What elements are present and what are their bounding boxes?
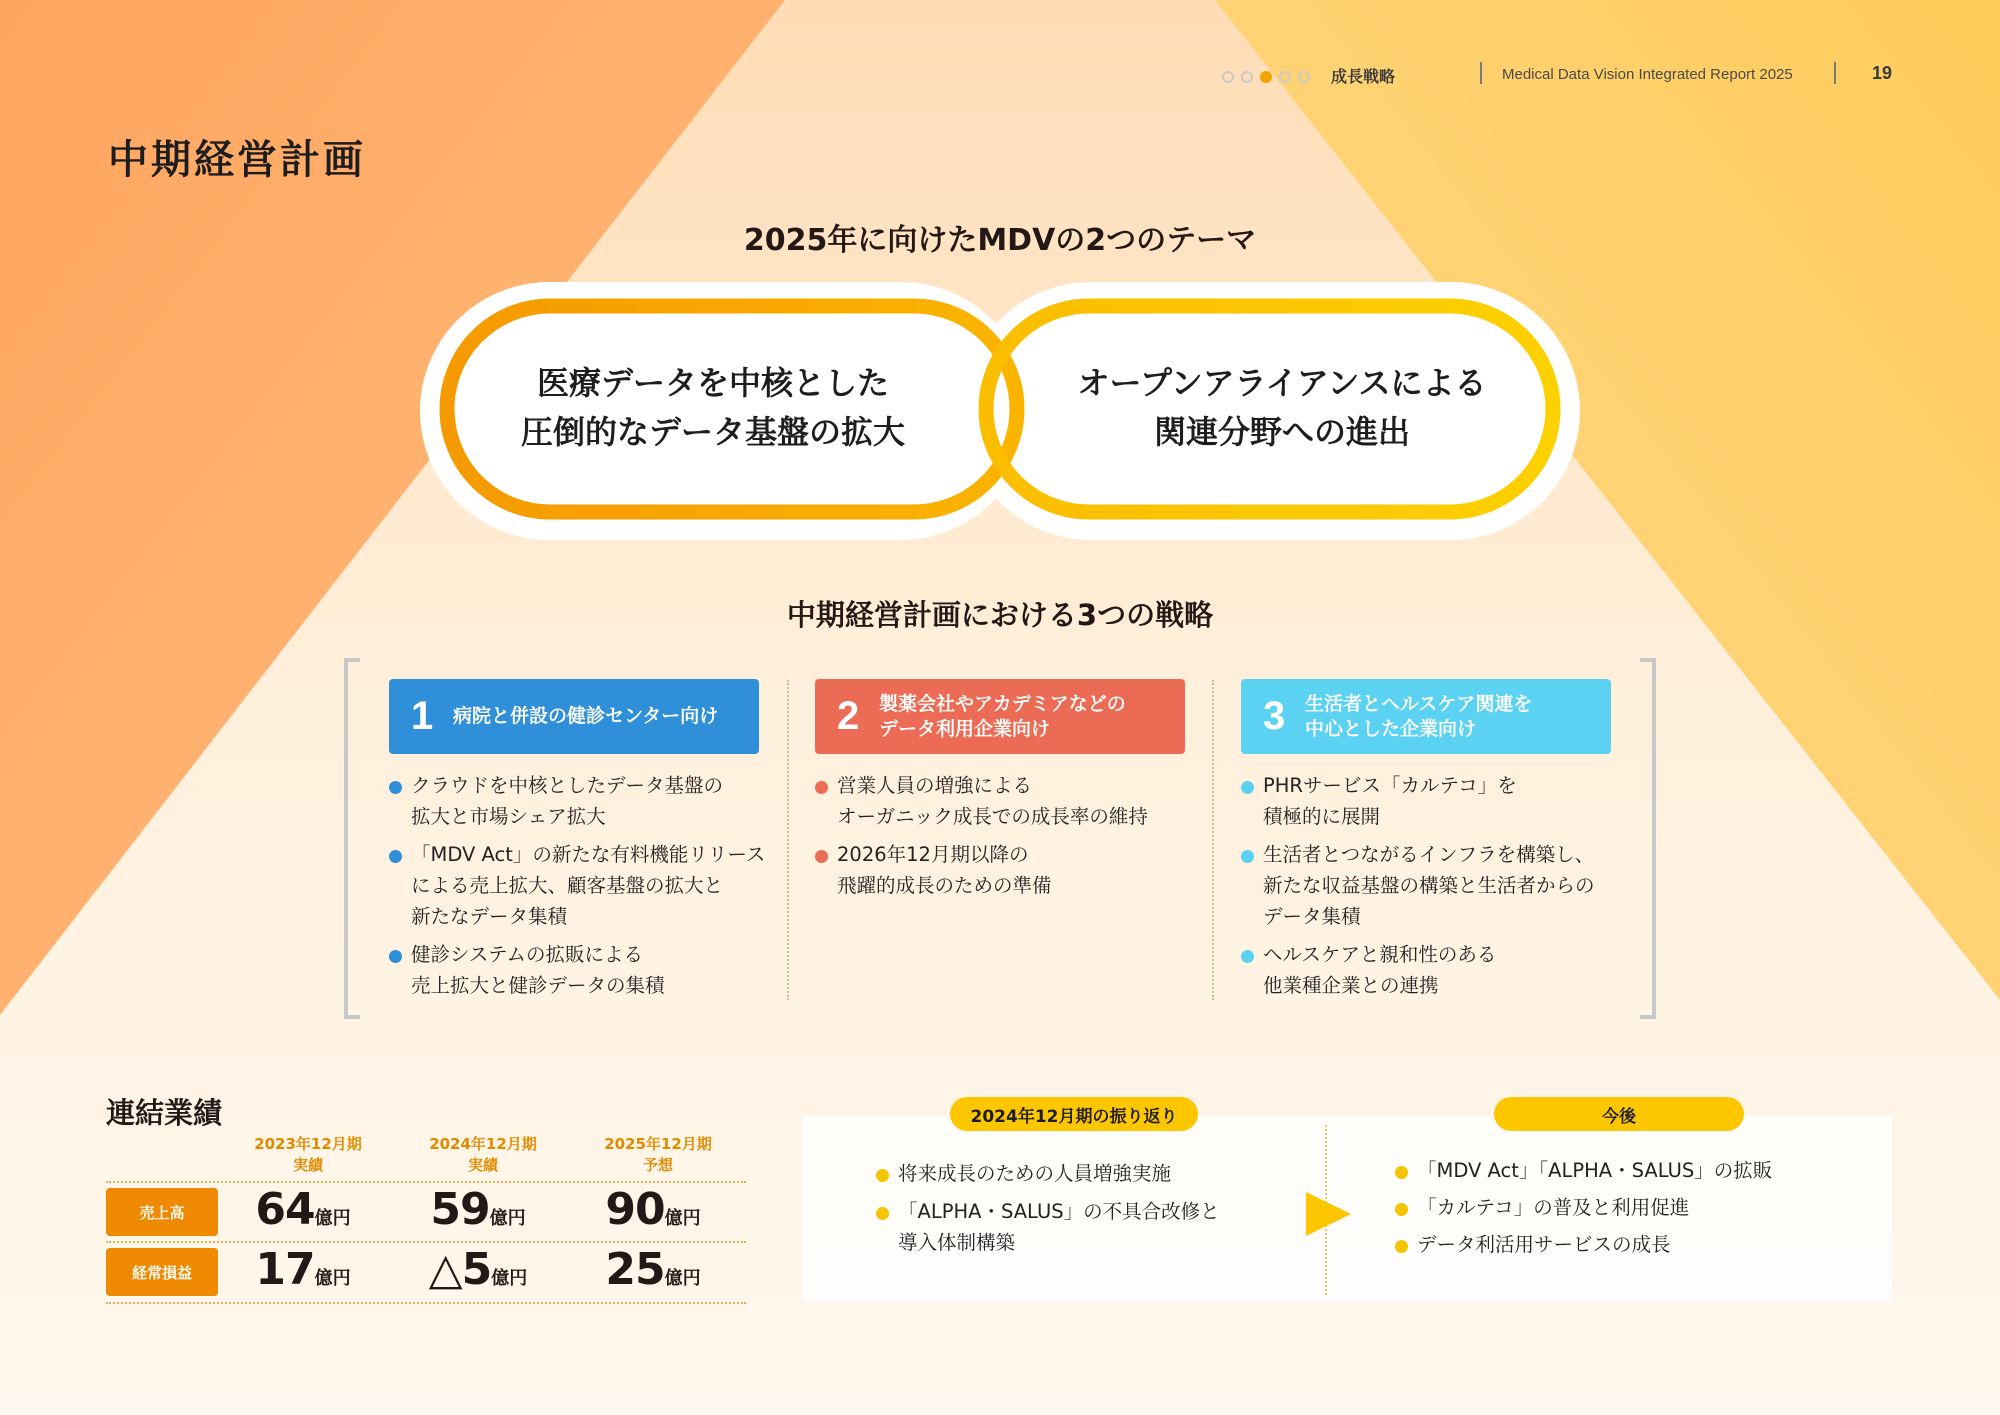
row-divider	[106, 1241, 746, 1243]
period-label: 2024年12月期	[429, 1135, 537, 1153]
section-label: 成長戦略	[1331, 67, 1396, 86]
strategy-title-line: 製薬会社やアカデミアなどの	[879, 692, 1126, 715]
list-item: 健診システムの拡販による 売上拡大と健診データの集積	[389, 939, 769, 1001]
list-item: 生活者とつながるインフラを構築し、 新たな収益基盤の構築と生活者からの データ集積	[1241, 839, 1631, 932]
theme-2-line: 関連分野への進出	[1153, 413, 1410, 451]
header-divider	[1480, 62, 1482, 84]
strategy-2-header	[815, 679, 1185, 754]
column-divider	[1212, 680, 1214, 1000]
ordinary-profit-value: 17億円	[255, 1244, 351, 1295]
results-title: 連結業績	[106, 1096, 223, 1130]
strategy-number: 2	[837, 694, 860, 738]
period-label: 2023年12月期	[254, 1135, 362, 1153]
list-item: データ利活用サービスの成長	[1395, 1229, 1875, 1260]
theme-2-line: オープンアライアンスによる	[1077, 364, 1487, 402]
strategy-title-line: 病院と併設の健診センター向け	[453, 705, 719, 727]
period-header	[238, 1134, 378, 1176]
list-item: PHRサービス「カルテコ」を 積極的に展開	[1241, 770, 1631, 832]
strategy-2-bullets	[815, 770, 1195, 908]
period-kind: 予想	[642, 1156, 673, 1174]
outlook-bullets	[1395, 1155, 1875, 1267]
ordinary-profit-label: 経常損益	[106, 1248, 218, 1296]
list-item: クラウドを中核としたデータ基盤の 拡大と市場シェア拡大	[389, 770, 769, 832]
report-name: Medical Data Vision Integrated Report 2025	[1502, 66, 1793, 83]
page-number: 19	[1872, 63, 1893, 83]
list-item: 営業人員の増強による オーガニック成長での成長率の維持	[815, 770, 1195, 832]
strategy-1-bullets	[389, 770, 769, 1008]
strategy-number: 3	[1263, 694, 1286, 738]
progress-dot	[1298, 71, 1310, 83]
progress-dot	[1241, 71, 1253, 83]
period-header	[413, 1134, 553, 1176]
strategy-title	[1305, 692, 1532, 742]
theme-1	[493, 359, 933, 457]
list-item: 「MDV Act」の新たな有料機能リリース による売上拡大、顧客基盤の拡大と 新たなデータ集積	[389, 839, 769, 932]
arrow-right-icon	[1306, 1192, 1351, 1236]
revenue-value: 59億円	[430, 1184, 526, 1235]
revenue-value: 64億円	[255, 1184, 351, 1235]
strategy-title-line: 中心とした企業向け	[1305, 717, 1477, 740]
ordinary-profit-value: △5億円	[428, 1244, 528, 1295]
progress-dot	[1279, 71, 1291, 83]
list-item: 「MDV Act」「ALPHA・SALUS」の拡販	[1395, 1155, 1875, 1186]
row-divider	[106, 1181, 746, 1183]
page-title: 中期経営計画	[108, 137, 366, 183]
progress-dot	[1222, 71, 1234, 83]
strategy-number: 1	[411, 694, 434, 738]
list-item: 将来成長のための人員増強実施	[876, 1158, 1296, 1189]
progress-indicator	[1222, 71, 1310, 83]
row-divider	[106, 1302, 746, 1304]
header-divider	[1834, 62, 1836, 84]
list-item: ヘルスケアと親和性のある 他業種企業との連携	[1241, 939, 1631, 1001]
review-bullets	[876, 1158, 1296, 1265]
strategy-title-line: 生活者とヘルスケア関連を	[1305, 692, 1533, 715]
period-kind: 実績	[292, 1156, 323, 1174]
column-divider	[787, 680, 789, 1000]
theme-2	[1062, 359, 1502, 457]
strategy-3-bullets	[1241, 770, 1631, 1008]
list-item: 2026年12月期以降の 飛躍的成長のための準備	[815, 839, 1195, 901]
list-item: 「カルテコ」の普及と利用促進	[1395, 1192, 1875, 1223]
progress-dot-active	[1260, 71, 1272, 83]
period-label: 2025年12月期	[604, 1135, 712, 1153]
outlook-label: 今後	[1494, 1097, 1744, 1131]
review-label: 2024年12月期の振り返り	[950, 1097, 1198, 1131]
revenue-label: 売上高	[106, 1188, 218, 1236]
strategy-title	[879, 692, 1126, 742]
ordinary-profit-value: 25億円	[605, 1244, 701, 1295]
strategy-1-header	[389, 679, 759, 754]
revenue-value: 90億円	[605, 1184, 701, 1235]
period-header	[588, 1134, 728, 1176]
list-item: 「ALPHA・SALUS」の不具合改修と 導入体制構築	[876, 1196, 1296, 1258]
strategies-heading: 中期経営計画における3つの戦略	[786, 598, 1214, 632]
strategy-title-line: データ利用企業向け	[879, 717, 1051, 740]
themes-heading: 2025年に向けたMDVの2つのテーマ	[743, 223, 1257, 258]
strategy-3-header	[1241, 679, 1611, 754]
period-kind: 実績	[467, 1156, 498, 1174]
strategy-title	[453, 704, 718, 729]
theme-1-line: 医療データを中核とした	[536, 364, 889, 402]
theme-1-line: 圧倒的なデータ基盤の拡大	[520, 413, 905, 451]
